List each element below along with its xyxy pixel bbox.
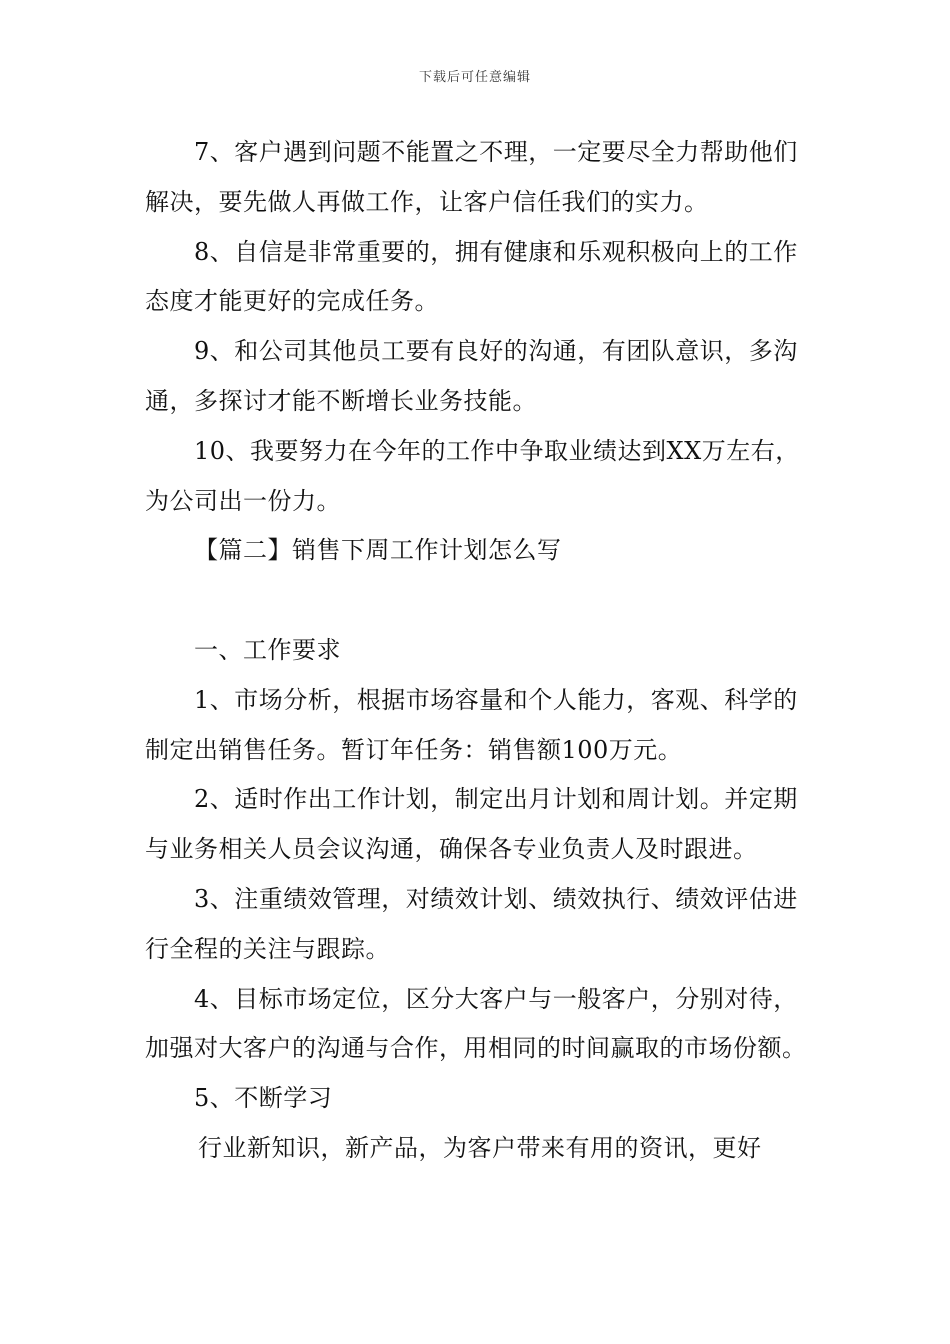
paragraph-item-10: 10、我要努力在今年的工作中争取业绩达到XX万左右，为公司出一份力。	[145, 436, 800, 515]
paragraph-item-9: 9、和公司其他员工要有良好的沟通，有团队意识，多沟通，多探讨才能不断增长业务技能。	[145, 337, 798, 415]
requirement-item-3: 3、注重绩效管理，对绩效计划、绩效执行、绩效评估进行全程的关注与跟踪。	[145, 884, 798, 963]
requirement-item-4: 4、目标市场定位，区分大客户与一般客户，分别对待，加强对大客户的沟通与合作，用相同的时间赢取的市场份额。	[145, 984, 807, 1063]
section-title: 【篇二】销售下周工作计划怎么写	[194, 536, 562, 565]
paragraph-item-8: 8、自信是非常重要的，拥有健康和乐观积极向上的工作态度才能更好的完成任务。	[145, 237, 798, 316]
requirement-item-5: 5、不断学习	[194, 1084, 333, 1113]
paragraph-item-7: 7、客户遇到问题不能置之不理，一定要尽全力帮助他们解决，要先做人再做工作，让客户信任我们的实力。	[145, 138, 798, 216]
requirement-item-5-detail: 行业新知识，新产品，为客户带来有用的资讯，更好	[198, 1133, 762, 1162]
page-header: 下载后可任意编辑	[418, 70, 531, 85]
blank-line	[145, 576, 810, 626]
document-body	[145, 128, 810, 1174]
requirement-item-2: 2、适时作出工作计划，制定出月计划和周计划。并定期与业务相关人员会议沟通，确保各专业负责人及时跟进。	[145, 785, 798, 864]
requirement-item-1: 1、市场分析，根据市场容量和个人能力，客观、科学的制定出销售任务。暂订年任务：销售额100万元。	[145, 685, 798, 764]
heading-work-requirements: 一、工作要求	[194, 635, 341, 664]
